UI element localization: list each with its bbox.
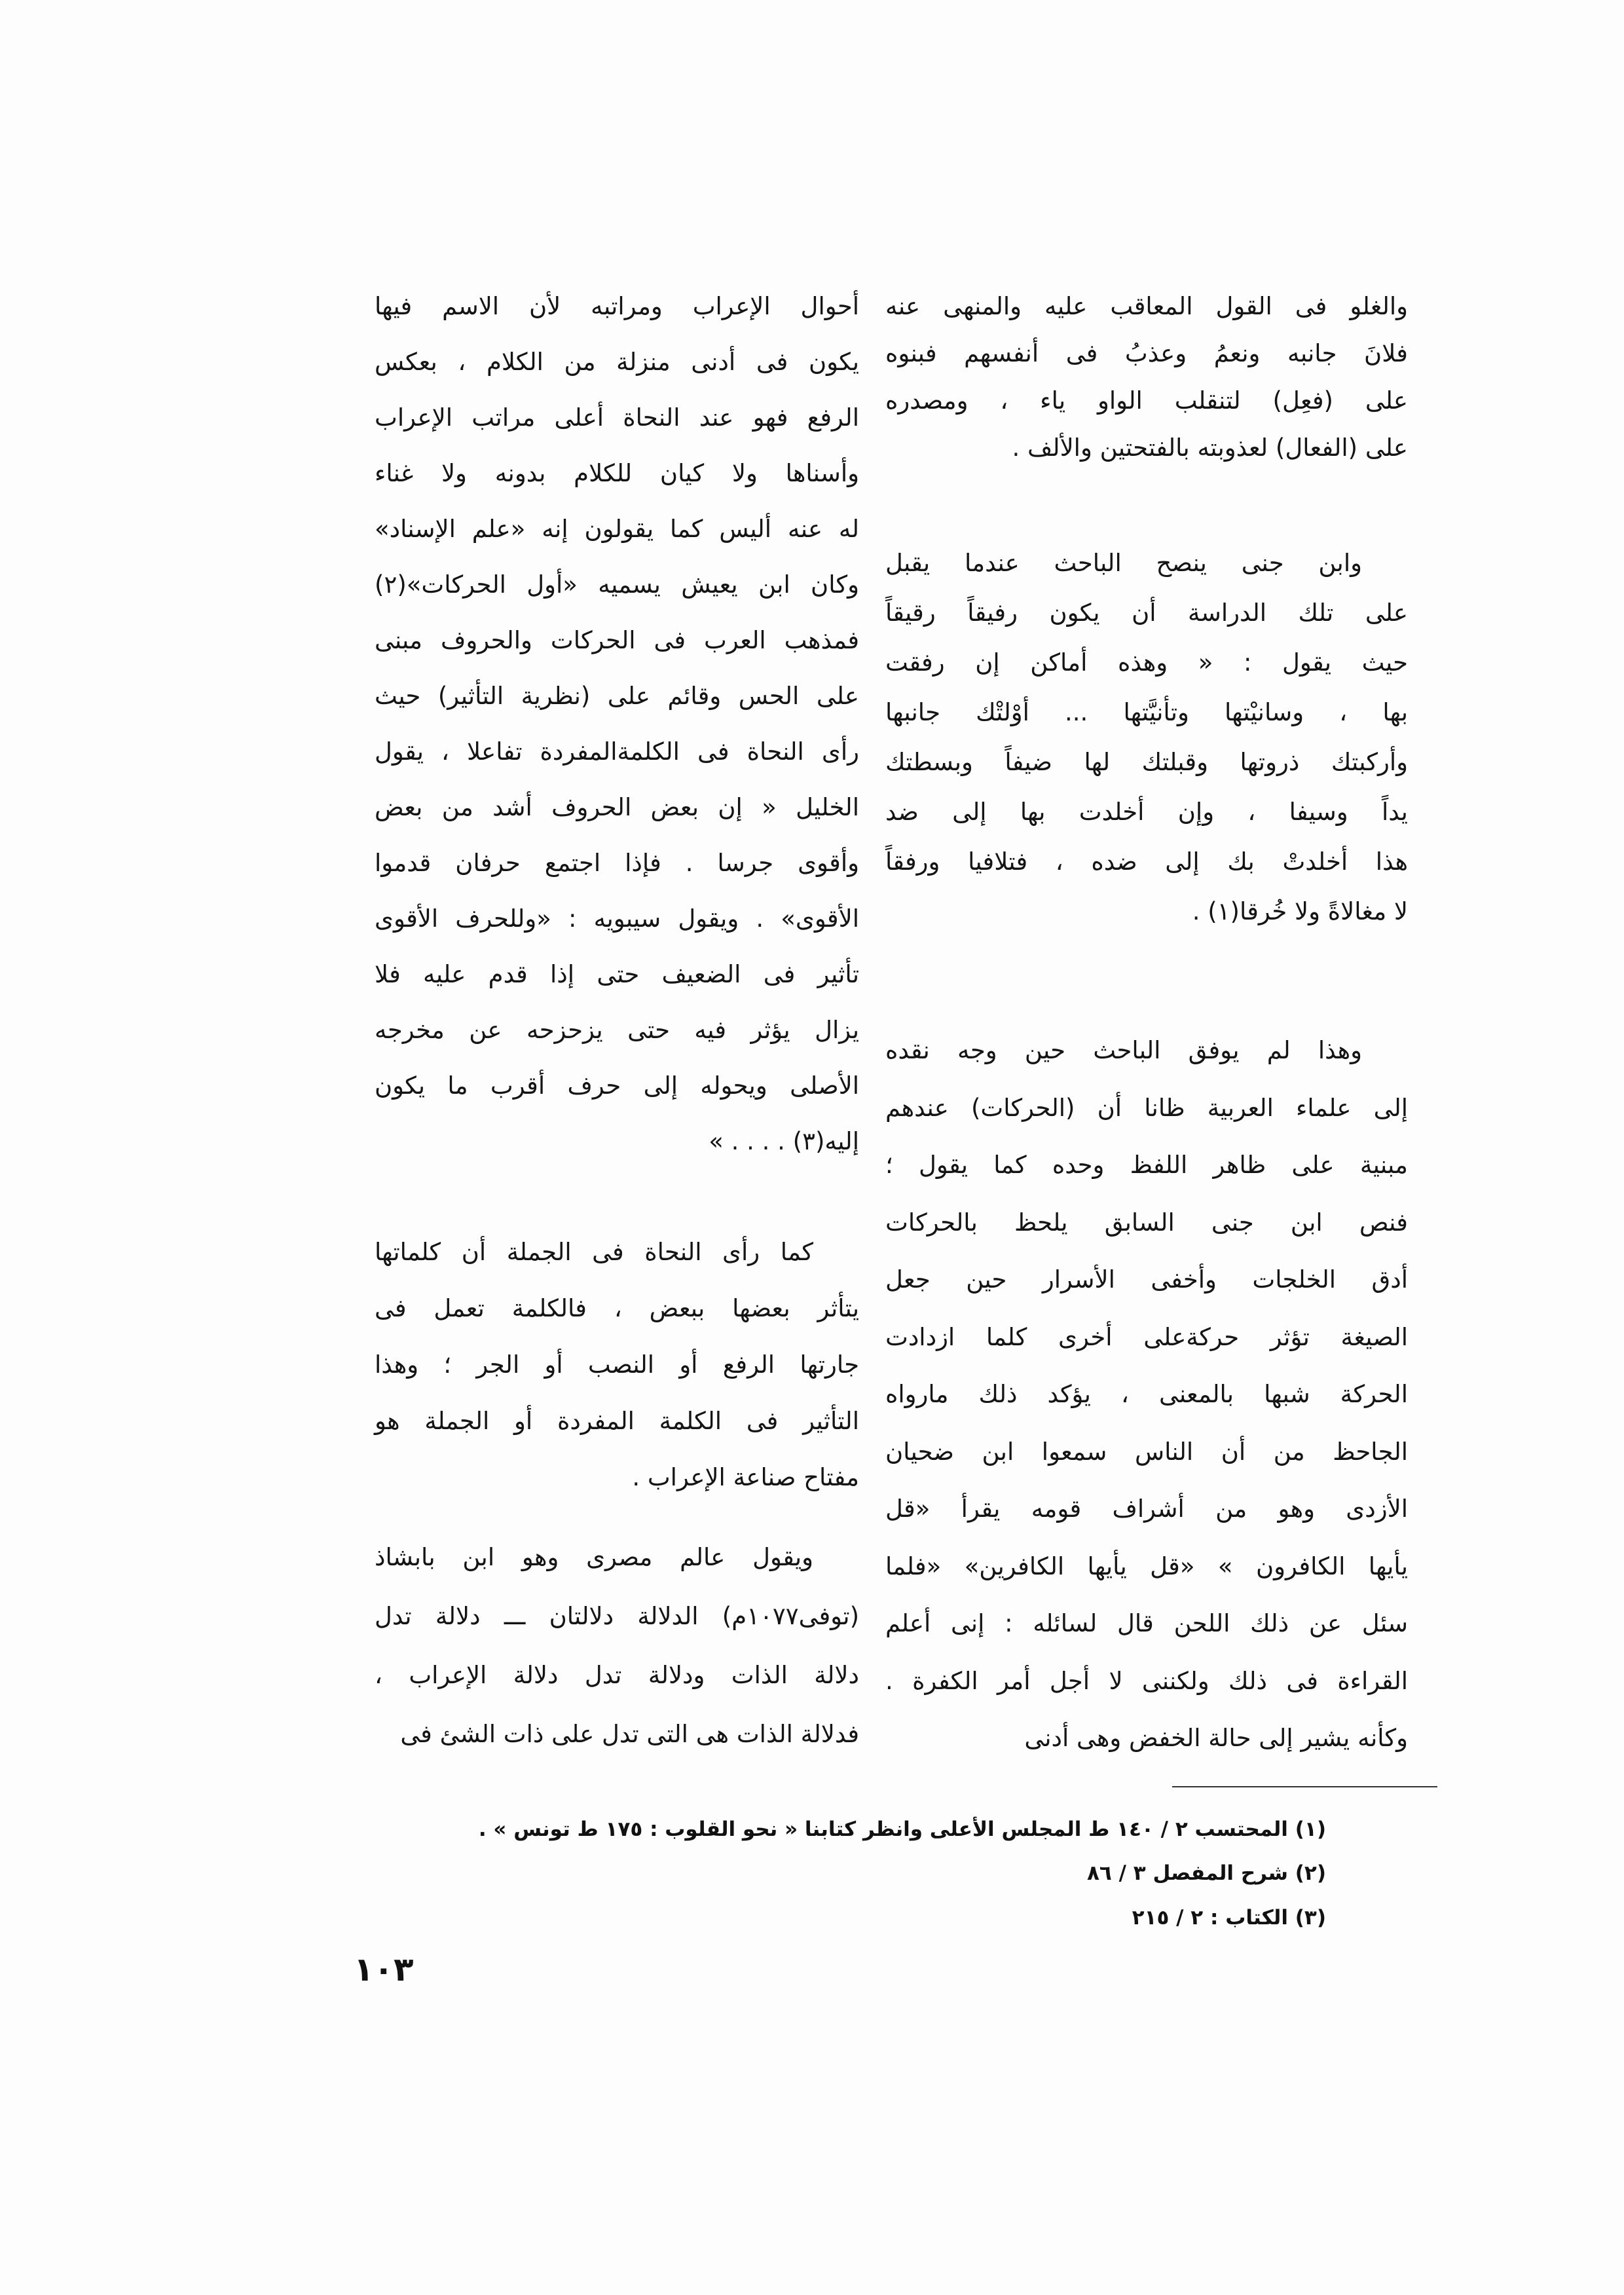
text-line: وأركبتك ذروتها وقبلتك لها ضيفاً وبسطتك xyxy=(885,748,1408,776)
text-line: على تلك الدراسة أن يكون رفيقاً رقيقاً xyxy=(885,599,1408,627)
text-line: التأثير فى الكلمة المفردة أو الجملة هو xyxy=(375,1407,859,1435)
text-line: حيث يقول : « وهذه أماكن إن رفقت xyxy=(885,648,1408,677)
text-line: رأى النحاة فى الكلمةالمفردة تفاعلا ، يقول xyxy=(375,737,859,766)
text-line: إلى علماء العربية ظانا أن (الحركات) عندهم xyxy=(885,1093,1408,1122)
footnote: (٢) شرح المفصل ٣ / ٨٦ xyxy=(1086,1861,1326,1885)
text-line: له عنه أليس كما يقولون إنه «علم الإسناد» xyxy=(375,515,859,543)
text-line: الصيغة تؤثر حركةعلى أخرى كلما ازدادت xyxy=(885,1322,1408,1351)
text-line: يأيها الكافرون » «قل يأيها الكافرين» «فلما xyxy=(885,1552,1408,1580)
text-line: على (فعِل) لتنقلب الواو ياء ، ومصدره xyxy=(885,386,1408,415)
text-line: على (الفعال) لعذوبته بالفتحتين والألف . xyxy=(1012,434,1408,462)
footnote: (٣) الكتاب : ٢ / ٢١٥ xyxy=(1132,1906,1326,1930)
text-line: الأصلى ويحوله إلى حرف أقرب ما يكون xyxy=(375,1072,859,1100)
text-line: الأقوى» . ويقول سيبويه : «وللحرف الأقوى xyxy=(375,905,859,933)
text-line: فنص ابن جنى السابق يلحظ بالحركات xyxy=(885,1208,1408,1237)
text-line: الأزدى وهو من أشراف قومه يقرأ «قل xyxy=(885,1495,1408,1523)
text-line: القراءة فى ذلك ولكننى لا أجل أمر الكفرة . xyxy=(885,1666,1408,1695)
text-line: وهذا لم يوفق الباحث حين وجه نقده xyxy=(885,1036,1362,1064)
text-line: الجاحظ من أن الناس سمعوا ابن ضحيان xyxy=(885,1437,1408,1466)
text-line: وكأنه يشير إلى حالة الخفض وهى أدنى xyxy=(1024,1724,1408,1752)
text-line: فلانَ جانبه ونعمُ وعذبُ فى أنفسهم فبنوه xyxy=(885,339,1408,367)
text-line: الحركة شبها بالمعنى ، يؤكد ذلك مارواه xyxy=(885,1380,1408,1408)
text-line: الرفع فهو عند النحاة أعلى مراتب الإعراب xyxy=(375,403,859,432)
text-line: هذا أخلدتْ بك إلى ضده ، فتلافيا ورفقاً xyxy=(885,848,1408,876)
text-line: (توفى١٠٧٧م) الدلالة دلالتان ـــ دلالة تدل xyxy=(375,1602,859,1630)
text-line: سئل عن ذلك اللحن قال لسائله : إنى أعلم xyxy=(885,1609,1408,1637)
text-line: إليه(٣) . . . . » xyxy=(709,1127,859,1155)
text-line: مبنية على ظاهر اللفظ وحده كما يقول ؛ xyxy=(885,1151,1408,1179)
text-line: دلالة الذات ودلالة تدل دلالة الإعراب ، xyxy=(375,1661,859,1689)
text-line: فمذهب العرب فى الحركات والحروف مبنى xyxy=(375,626,859,654)
text-line: أدق الخلجات وأخفى الأسرار حين جعل xyxy=(885,1265,1408,1294)
text-line: جارتها الرفع أو النصب أو الجر ؛ وهذا xyxy=(375,1351,859,1379)
text-line: وابن جنى ينصح الباحث عندما يقبل xyxy=(885,549,1362,577)
footnote: (١) المحتسب ٢ / ١٤٠ ط المجلس الأعلى وانظر كتابنا « نحو القلوب : ١٧٥ ط تونس » . xyxy=(478,1818,1326,1841)
text-line: على الحس وقائم على (نظرية التأثير) حيث xyxy=(375,682,859,710)
text-line: وكان ابن يعيش يسميه «أول الحركات»(٢) xyxy=(375,570,859,599)
text-line: يتأثر بعضها ببعض ، فالكلمة تعمل فى xyxy=(375,1294,859,1322)
text-line: لا مغالاةً ولا خُرقا(١) . xyxy=(1192,897,1408,925)
page-number: ١٠٣ xyxy=(354,1950,414,1988)
footnote-divider xyxy=(1172,1786,1437,1787)
text-line: مفتاح صناعة الإعراب . xyxy=(632,1463,859,1491)
text-line: تأثير فى الضعيف حتى إذا قدم عليه فلا xyxy=(375,960,859,988)
text-line: يكون فى أدنى منزلة من الكلام ، بعكس xyxy=(375,348,859,376)
text-line: كما رأى النحاة فى الجملة أن كلماتها xyxy=(375,1238,813,1266)
text-line: أحوال الإعراب ومراتبه لأن الاسم فيها xyxy=(375,292,859,320)
text-line: وأسناها ولا كيان للكلام بدونه ولا غناء xyxy=(375,459,859,487)
text-line: فدلالة الذات هى التى تدل على ذات الشئ فى xyxy=(400,1720,859,1748)
text-line: يزال يؤثر فيه حتى يزحزحه عن مخرجه xyxy=(375,1016,859,1044)
text-line: وأقوى جرسا . فإذا اجتمع حرفان قدموا xyxy=(375,849,859,877)
text-line: يداً وسيفا ، وإن أخلدت بها إلى ضد xyxy=(885,798,1408,826)
text-line: ويقول عالم مصرى وهو ابن بابشاذ xyxy=(375,1543,813,1571)
text-line: بها ، وسانيْتها وتأنيَّتها ... أوْلتْك جانبها xyxy=(885,698,1408,726)
text-line: الخليل « إن بعض الحروف أشد من بعض xyxy=(375,793,859,821)
text-line: والغلو فى القول المعاقب عليه والمنهى عنه xyxy=(885,292,1408,320)
